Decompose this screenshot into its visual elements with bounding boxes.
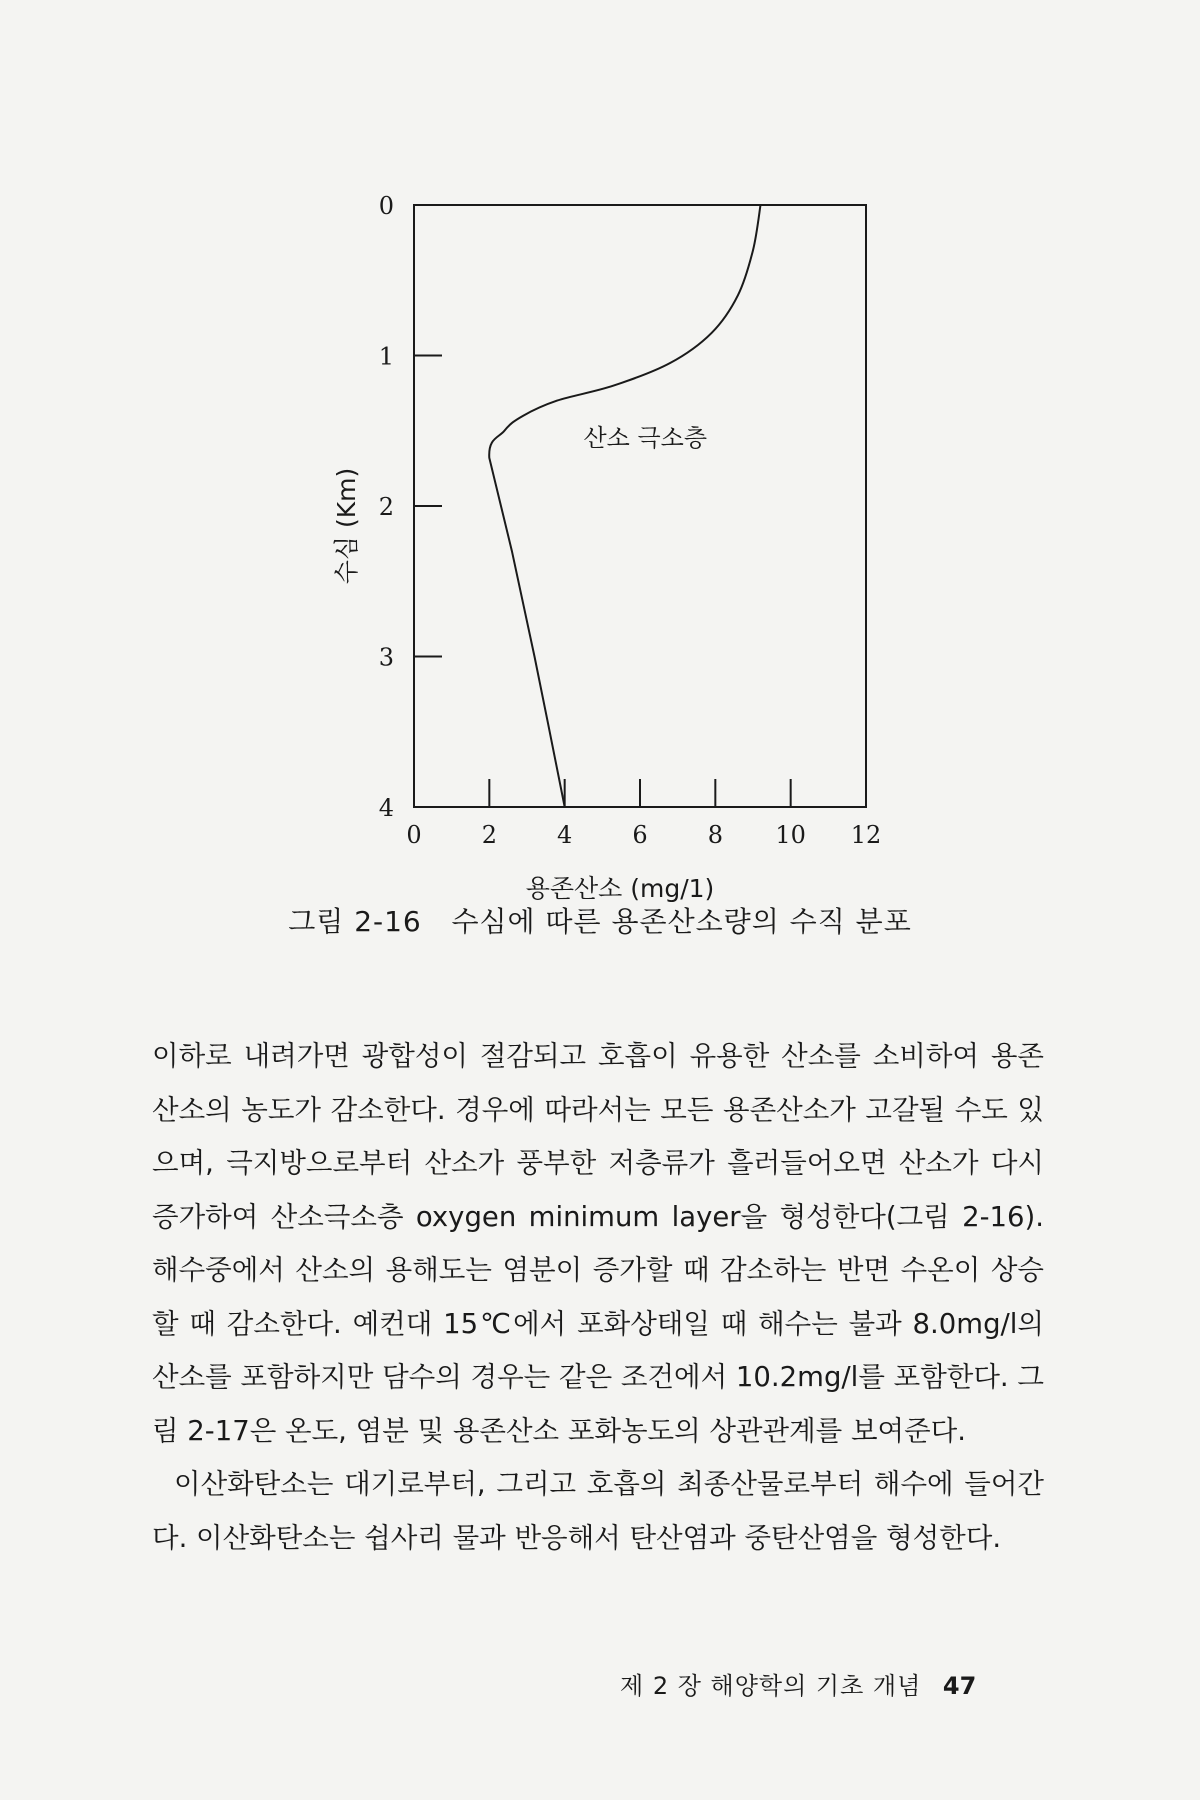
plot-frame [414,205,866,807]
body-paragraph-1: 이하로 내려가면 광합성이 절감되고 호흡이 유용한 산소를 소비하여 용존산소의 농도가 감소한다. 경우에 따라서는 모든 용존산소가 고갈될 수도 있으며, 극지방으로부터 산소가 풍부한 저층류가 흘러들어오면 산소가 다시 증가하여 산소극소층 oxygen minimum layer을 형성한다(그림 2-16). 해수중에서 산소의 용해도는 염분이 증가할 때 감소하는 반면 수온이 상승할 때 감소한다. 예컨대 15℃에서 포화상태일 때 해수는 불과 8.0mg/l의 산소를 포함하지만 담수의 경우는 같은 조건에서 10.2mg/l를 포함한다. 그림 2-17은 온도, 염분 및 용존산소 포화농도의 상관관계를 보여준다. [152,1040,1044,1447]
y-tick-label: 1 [378,342,394,371]
figure-caption-text: 수심에 따른 용존산소량의 수직 분포 [451,905,912,938]
figure-caption [0,900,1200,940]
x-tick-label: 10 [775,821,806,849]
y-tick-label: 2 [378,493,394,521]
x-axis-label: 용존산소 (mg/1) [525,874,715,903]
y-tick-label: 4 [378,794,394,822]
x-tick-label: 8 [707,821,723,849]
chapter-title: 제 2 장 해양학의 기초 개념 [620,1672,922,1700]
oxygen-profile-line [489,205,760,807]
body-text [152,1030,1044,1565]
x-tick-label: 4 [557,821,573,849]
y-tick-label: 0 [378,192,394,220]
x-tick-label: 12 [850,821,882,849]
body-paragraph-2: 이산화탄소는 대기로부터, 그리고 호흡의 최종산물로부터 해수에 들어간다. 이산화탄소는 쉽사리 물과 반응해서 탄산염과 중탄산염을 형성한다. [152,1468,1044,1554]
x-tick-label: 0 [406,821,422,849]
y-axis-label: 수심 (Km) [332,467,361,585]
y-tick-labels [379,192,394,822]
figure-number: 그림 2-16 [288,905,422,938]
x-tick-label: 6 [632,821,648,849]
page-footer [620,1666,1040,1701]
oxygen-minimum-layer-annotation: 산소 극소층 [583,423,708,452]
chart-axes [414,205,866,807]
y-tick-label: 3 [378,643,394,672]
x-tick-label: 2 [481,821,497,849]
x-tick-labels [406,821,881,849]
page-number: 47 [942,1672,977,1700]
